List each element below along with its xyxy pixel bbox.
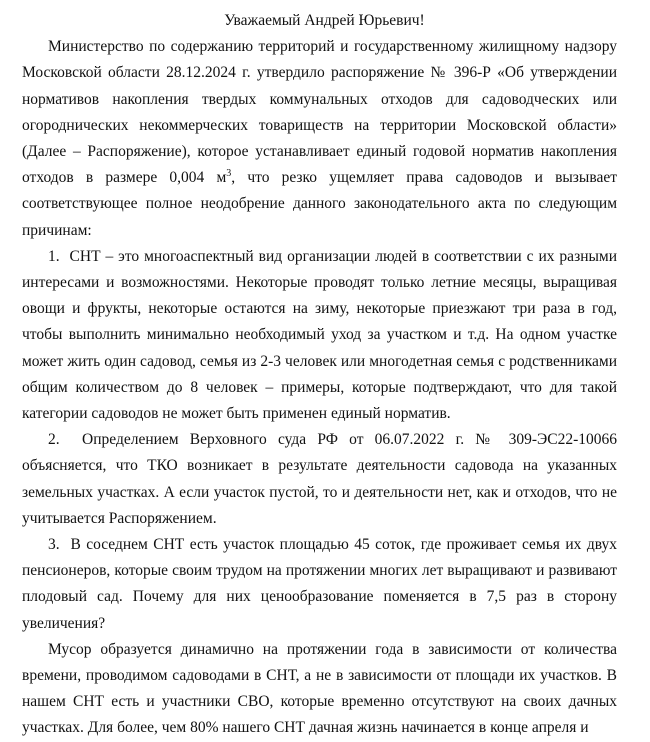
list-item-1 — [22, 244, 617, 427]
list-item-text: СНТ – это многоаспектный вид организации людей в соответствии с их разными интересами и возможностями. Некоторые проводят только летние месяцы, выращивая овощи и фрукты, некоторые остаются на зиму, некоторые приезжают три раза в год, чтобы выполнить минимально необходимый уход за участком и т.д. На одном участке может жить один садовод, семья из 2-3 человек или многодетная семья с родственниками общим количеством до 8 человек – примеры, которые подтверждают, что для такой категории садоводов не может быть применен единый норматив. — [22, 247, 618, 423]
list-item-number: 1. — [48, 247, 60, 265]
intro-text: Министерство по содержанию территорий и государственному жилищному надзору Московской области 28.12.2024 г. утвердило распоряжение № 396-Р «Об утверждении нормативов накопления твердых коммунальных отходов для садоводческих или огороднических некоммерческих товариществ на территории Московской области» (Далее – Распоряжение), которое устанавливает единый годовой норматив накопления отходов в размере 0,004 м — [22, 38, 617, 187]
list-item-number: 2. — [48, 431, 60, 449]
salutation: Уважаемый Андрей Юрьевич! — [224, 12, 425, 29]
intro-paragraph — [22, 34, 617, 244]
cubic-superscript: 3 — [226, 168, 232, 180]
list-item-2 — [22, 427, 617, 532]
closing-paragraph: Мусор образуется динамично на протяжении года в зависимости от количества времени, проводимом садоводами в СНТ, а не в зависимости от площади их участков. В нашем СНТ есть и участники СВО, которые временно отсутствуют на своих дачных участках. Для более, чем 80% нашего СНТ дачная жизнь начинается в конце апреля и — [22, 640, 617, 737]
list-item-text: В соседнем СНТ есть участок площадью 45 соток, где проживает семья их двух пенсионеров, которые своим трудом на протяжении многих лет выращивают и развивают плодовый сад. Почему для них ценообразование поменяется в 7,5 раз в сторону увеличения? — [22, 536, 617, 632]
list-item-text: Определением Верховного суда РФ от 06.07.2022 г. № 309-ЭС22-10066 объясняется, что ТКО возникает в результате деятельности садовода на указанных земельных участках. А если участок пустой, то и деятельности нет, как и отходов, что не учитывается Распоряжением. — [22, 431, 618, 527]
list-item-3 — [22, 532, 617, 637]
intro-text-end: , что резко ущемляет права садоводов и вызывает соответствующее полное неодобрение данного законодательного акта по следующим причинам: — [22, 169, 617, 239]
list-item-number: 3. — [48, 536, 60, 554]
